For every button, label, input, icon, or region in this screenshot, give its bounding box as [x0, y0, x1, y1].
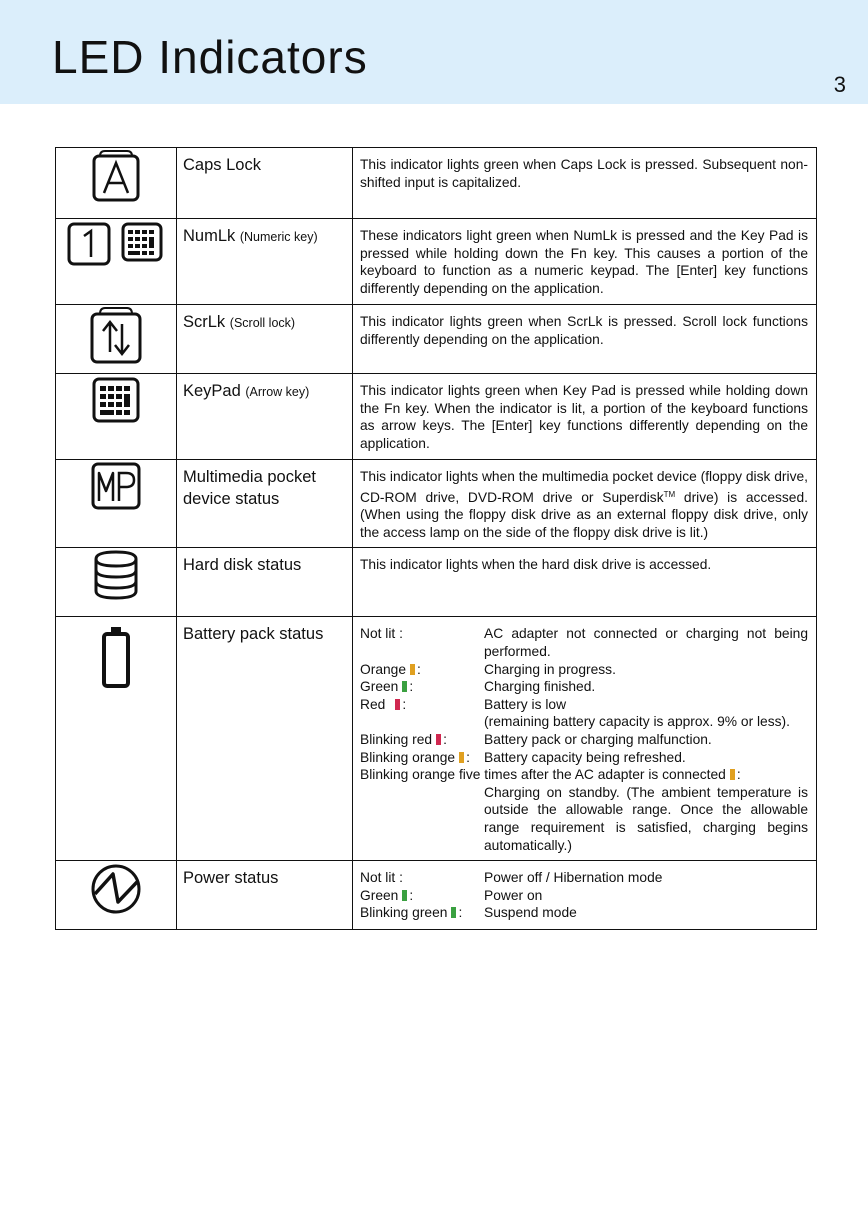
indicator-description: This indicator lights green when Key Pad is pressed while holding down the Fn key. When the indicator is lit, a portion of the keyboard functions as arrow keys. The [Enter] key functions differently depending on the application.	[353, 374, 817, 460]
indicator-description: This indicator lights when the hard disk drive is accessed.	[353, 548, 817, 617]
table-row	[56, 617, 817, 861]
battery-icon	[100, 625, 132, 689]
page-number: 3	[833, 72, 846, 97]
table-row	[56, 460, 817, 548]
status-line: Green : Charging finished.	[360, 679, 596, 695]
indicator-name: Caps Lock	[177, 148, 353, 219]
power-icon	[89, 862, 143, 916]
indicator-description: This indicator lights green when ScrLk is pressed. Scroll lock functions differently depending on the application.	[353, 305, 817, 374]
orange-led-swatch	[410, 664, 415, 675]
icon-cell	[56, 148, 177, 219]
icon-cell	[56, 460, 177, 548]
indicator-name: ScrLk (Scroll lock)	[177, 305, 353, 374]
icon-cell	[56, 617, 177, 861]
status-line: Blinking red : Battery pack or charging malfunction.	[360, 731, 712, 747]
indicator-name: Battery pack status	[177, 617, 353, 861]
indicator-description: These indicators light green when NumLk is pressed and the Key Pad is pressed while holding down the Fn key. This causes a portion of the keyboard to function as a numeric keypad. The [Enter] key functions differently depending on the application.	[353, 219, 817, 305]
page-header	[0, 0, 868, 104]
indicator-name: Multimedia pocket device status	[177, 460, 353, 548]
icon-cell	[56, 861, 177, 930]
status-line: Red : Battery is low	[360, 696, 567, 712]
status-line: Green : Power on	[360, 887, 543, 903]
green-led-swatch	[402, 890, 407, 901]
table-row	[56, 861, 817, 930]
orange-led-swatch	[730, 769, 735, 780]
indicator-description	[353, 861, 817, 930]
red-led-swatch	[436, 734, 441, 745]
indicator-name: Power status	[177, 861, 353, 930]
hard-disk-icon	[91, 549, 141, 601]
icon-cell	[56, 548, 177, 617]
icon-cell	[56, 219, 177, 305]
status-line: Orange : Charging in progress.	[360, 661, 616, 677]
indicator-description: This indicator lights green when Caps Lock is pressed. Subsequent non-shifted input is capitalized.	[353, 148, 817, 219]
caps-lock-icon	[90, 149, 142, 205]
page-title: LED Indicators	[52, 31, 368, 83]
numlock-icon	[66, 220, 166, 268]
indicator-description: Not lit : AC adapter not connected or charging not being performed. Orange : Charging in progress. Green : Charging finished. Red : Battery is low (remaining battery capacity is approx. 9% or less). Blinking red : Battery pack or charging malfunction. Blinking orange : Battery capacity being refreshed. Blinking orange five times after the AC adapter is connected : Charging on standby. (The ambient temperature is outside the allowable range. Once the allowable range requirement is satisfied, charging begins automatically.)	[353, 617, 817, 861]
green-led-swatch	[451, 907, 456, 918]
orange-led-swatch	[459, 752, 464, 763]
scroll-lock-icon	[88, 306, 144, 364]
status-line: Blinking orange : Battery capacity being refreshed.	[360, 749, 686, 765]
led-indicator-table	[55, 147, 817, 930]
status-line: Not lit : AC adapter not connected or charging not being performed.	[360, 626, 808, 659]
status-line: Not lit : Power off / Hibernation mode	[360, 870, 663, 886]
status-line: Blinking orange five times after the AC adapter is connected :	[360, 767, 741, 783]
icon-cell	[56, 305, 177, 374]
table-row	[56, 148, 817, 219]
icon-cell	[56, 374, 177, 460]
green-led-swatch	[402, 681, 407, 692]
indicator-name: NumLk (Numeric key)	[177, 219, 353, 305]
indicator-name: KeyPad (Arrow key)	[177, 374, 353, 460]
red-led-swatch	[395, 699, 400, 710]
table-row	[56, 548, 817, 617]
table-row	[56, 374, 817, 460]
multimedia-pocket-icon	[90, 461, 142, 511]
table-row	[56, 219, 817, 305]
status-line: Blinking green : Suspend mode	[360, 905, 577, 921]
indicator-description: This indicator lights when the multimedia pocket device (floppy disk drive, CD-ROM drive, DVD-ROM drive or Superdisk™ drive) is accessed. (When using the floppy disk drive as an external floppy disk drive, only the access lamp on the side of the floppy disk drive is lit.)	[353, 460, 817, 548]
indicator-name: Hard disk status	[177, 548, 353, 617]
keypad-icon	[90, 375, 142, 425]
table-row	[56, 305, 817, 374]
